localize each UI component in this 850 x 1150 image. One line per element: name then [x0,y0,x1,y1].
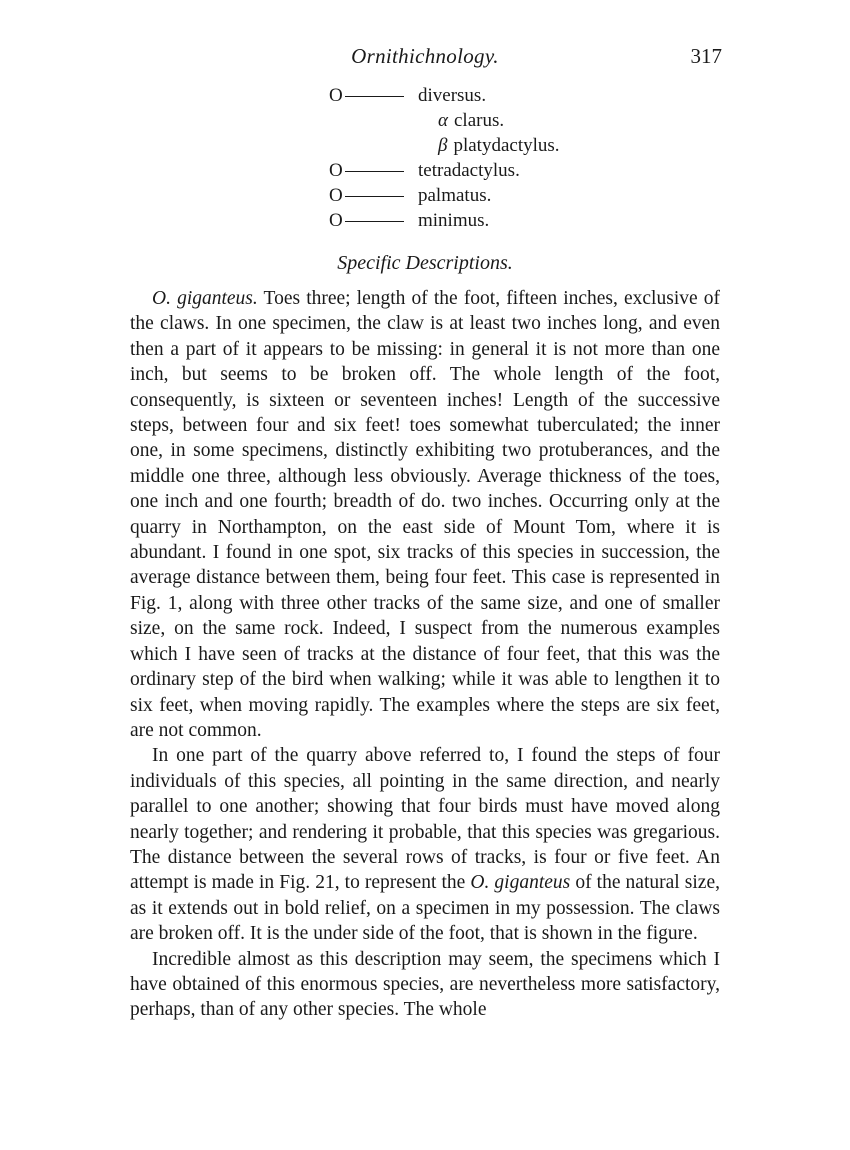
paragraph-text: Toes three; length of the foot, fifteen inches, exclusive of the claws. In one specimen, the claw is at least two inches long, and even then a part of it appears to be missing: in general it is not more than one inch, but seems to be broken off. The whole length of the foot, consequently, is sixteen or seventeen inches! Length of the successive steps, between four and six feet! toes somewhat tuberculated; the inner one, in some specimens, distinctly exhibiting two protuberances, and the middle one three, although less obviously. Average thickness of the toes, one inch and one fourth; breadth of do. two inches. Occurring only at the quarry in Northampton, on the east side of Mount Tom, where it is abundant. I found in one spot, six tracks of this species in succession, the average distance between them, being four feet. This case is represented in Fig. 1, along with three other tracks of the same size, and one of smaller size, on the same rock. Indeed, I suspect from the numerous examples which I have seen of tracks at the distance of four feet, that this was the ordinary step of the bird when walking; while it was able to lengthen it to six feet, when moving rapidly. The examples where the steps are six feet, are not common. [130,288,720,741]
section-heading: Specific Descriptions. [337,252,513,274]
classification-variety [0,133,850,158]
paragraph-text: In one part of the quarry above referred to, I found the steps of four individuals of this species, all pointing in the same direction, and nearly parallel to one another; showing that four birds must have moved along nearly together; and rendering it probable, that this species was gregarious. The distance between the several rows of tracks, is four or five feet. An attempt is made in Fig. 21, to represent the [130,745,720,894]
body-text [130,286,720,1023]
paragraph [130,286,720,743]
genus-abbreviation: O [329,85,343,106]
ditto-dash [345,96,404,97]
page-number: 317 [690,44,722,68]
classification-entry [0,183,850,208]
classification-entry [0,158,850,183]
ditto-dash [345,196,404,197]
page-header [0,38,850,72]
species-name: O. giganteus. [152,288,258,309]
paragraph-text: Incredible almost as this description may seem, the specimens which I have obtained of this enormous species, are nevertheless more satisfactory, perhaps, than of any other species. The whole [130,948,720,1021]
species-name: palmatus. [418,185,492,206]
paragraph-text: of the natural size, as it extends out in bold relief, on a specimen in my possession. The claws are broken off. It is the under side of the foot, that is shown in the figure. [130,872,720,945]
classification-variety [0,108,850,133]
variety-letter: β [438,135,448,156]
classification-entry [0,208,850,233]
variety-name: clarus. [453,110,505,131]
running-title: Ornithichnology. [351,44,499,68]
paragraph [130,743,720,946]
variety-letter: α [438,110,448,131]
ditto-dash [345,221,404,222]
genus-abbreviation: O [329,210,343,231]
species-name: O. giganteus [470,872,571,894]
classification-entry [0,83,850,108]
ditto-dash [345,171,404,172]
species-name: tetradactylus. [418,160,520,181]
species-name: diversus. [418,85,487,106]
variety-name: platydactylus. [453,135,560,156]
genus-abbreviation: O [329,160,343,181]
paragraph [130,947,720,1023]
genus-abbreviation: O [329,185,343,206]
species-name: minimus. [418,210,490,231]
